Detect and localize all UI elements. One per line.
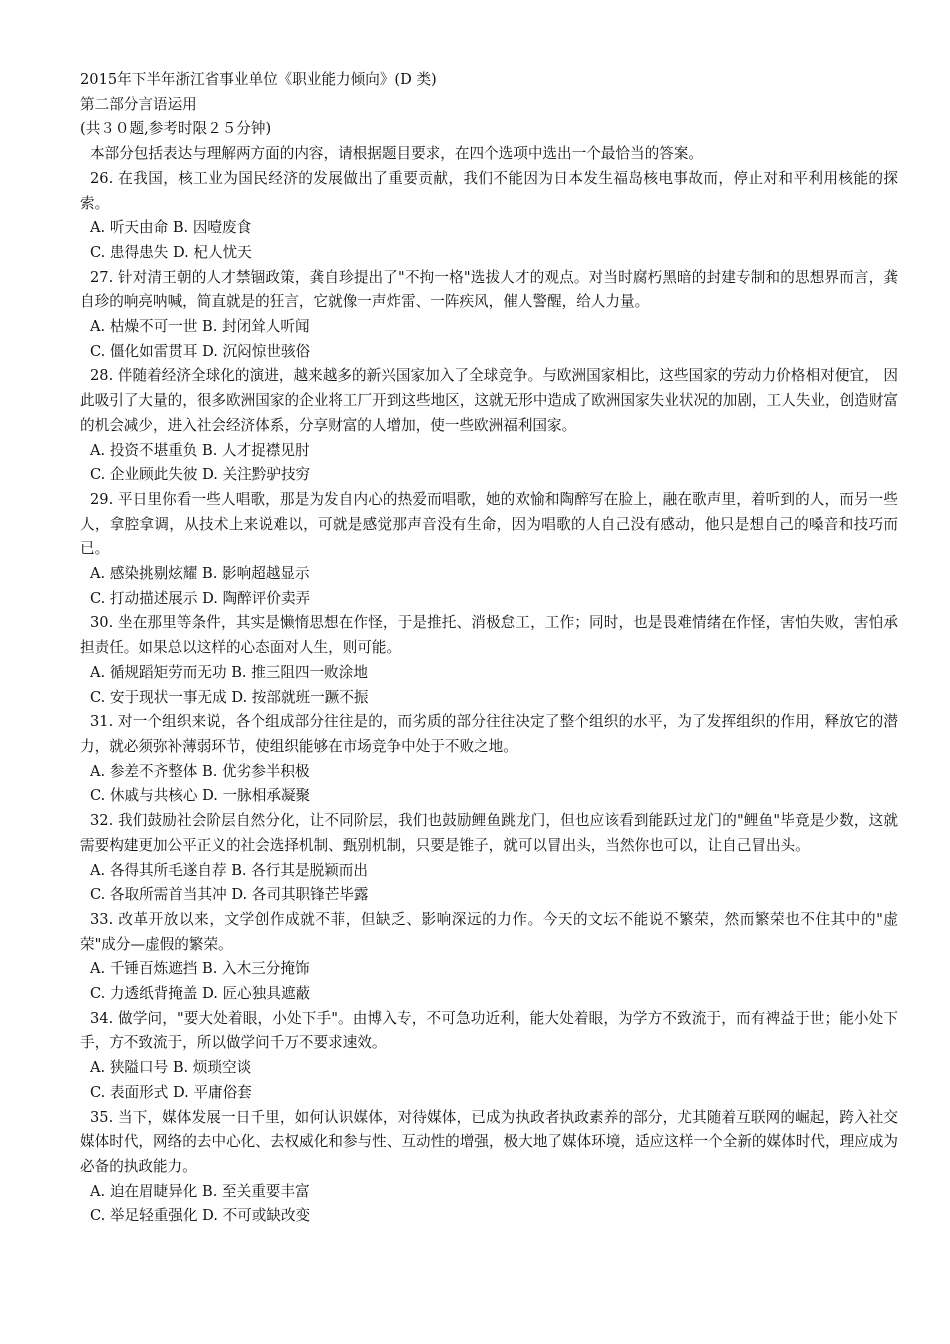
question-item [80, 611, 898, 710]
question-options-cd: C. 各取所需首当其冲 D. 各司其职锋芒毕露 [90, 886, 369, 904]
exam-page [80, 68, 898, 1229]
exam-title: 2015年下半年浙江省事业单位《职业能力倾向》(D 类) [80, 71, 437, 88]
question-options-cd: C. 表面形式 D. 平庸俗套 [90, 1083, 252, 1101]
section-note: (共３０题,参考时限２５分钟) [80, 120, 272, 138]
question-item [80, 1106, 898, 1230]
question-item [80, 908, 898, 1007]
question-options-cd: C. 举足轻重强化 D. 不可或缺改变 [90, 1207, 311, 1225]
question-options-cd: C. 力透纸背掩盖 D. 匠心独具遮蔽 [90, 985, 311, 1003]
question-text: 26. 在我国，核工业为国民经济的发展做出了重要贡献，我们不能因为日本发生福岛核电事故而，停止对和平利用核能的探索。 [80, 169, 898, 212]
question-options-ab: A. 各得其所毛遂自荐 B. 各行其是脱颖而出 [90, 861, 368, 879]
question-item [80, 364, 898, 488]
question-item [80, 266, 898, 365]
question-options-ab: A. 感染挑剔炫耀 B. 影响超越显示 [90, 565, 310, 583]
question-item [80, 167, 898, 266]
question-options-cd: C. 僵化如雷贯耳 D. 沉闷惊世骇俗 [90, 342, 311, 360]
question-text: 35. 当下，媒体发展一日千里，如何认识媒体，对待媒体，已成为执政者执政素养的部分，尤其随着互联网的崛起，跨入社交媒体时代，网络的去中心化、去权威化和参与性、互动性的增强，极大地了媒体环境，适应这样一个全新的媒体时代，理应成为必备的执政能力。 [80, 1108, 898, 1175]
question-item [80, 488, 898, 612]
question-options-ab: A. 千锤百炼遮挡 B. 入木三分掩饰 [90, 960, 310, 978]
section-intro: 本部分包括表达与理解两方面的内容，请根据题目要求，在四个选项中选出一个最恰当的答案。 [90, 145, 703, 163]
question-text: 30. 坐在那里等条件，其实是懒惰思想在作怪，于是推托、消极怠工，工作；同时，也是畏难情绪在作怪，害怕失败，害怕承担责任。如果总以这样的心态面对人生，则可能。 [80, 614, 898, 657]
question-text: 32. 我们鼓励社会阶层自然分化，让不同阶层，我们也鼓励鲤鱼跳龙门，但也应该看到能跃过龙门的"鲤鱼"毕竟是少数，这就需要构建更加公平正义的社会选择机制、甄别机制，只要是锥子，就可以冒出头，当然你也可以，让自己冒出头。 [80, 812, 898, 854]
question-text: 29. 平日里你看一些人唱歌，那是为发自内心的热爱而唱歌，她的欢愉和陶醉写在脸上，融在歌声里，着听到的人，而另一些人，拿腔拿调，从技术上来说难以，可就是感觉那声音没有生命，因为唱歌的人自己没有感动，他只是想自己的嗓音和技巧而已。 [80, 490, 898, 558]
question-item [80, 710, 898, 809]
question-list [80, 167, 898, 1229]
question-options-ab: A. 迫在眉睫异化 B. 至关重要丰富 [90, 1182, 310, 1200]
question-options-cd: C. 休戚与共核心 D. 一脉相承凝聚 [90, 787, 311, 805]
question-options-ab: A. 循规蹈矩劳而无功 B. 推三阻四一败涂地 [90, 663, 368, 681]
question-item [80, 1007, 898, 1106]
question-text: 28. 伴随着经济全球化的演进，越来越多的新兴国家加入了全球竞争。与欧洲国家相比，这些国家的劳动力价格相对便宜， 因此吸引了大量的，很多欧洲国家的企业将工厂开到这些地区，这就无形中造成了欧洲国家失业状况的加剧，工人失业，创造财富的机会减少，进入社会经济体系，分享财富的人增加，使一些欧洲福利国家。 [80, 367, 898, 434]
question-item [80, 809, 898, 908]
question-options-ab: A. 听天由命 B. 因噎废食 [90, 219, 252, 237]
question-options-ab: A. 枯燥不可一世 B. 封闭耸人听闻 [90, 318, 310, 336]
question-text: 27. 针对清王朝的人才禁锢政策，龚自珍提出了"不拘一格"选拔人才的观点。对当时腐朽黑暗的封建专制和的思想界而言，龚自珍的响亮呐喊，简直就是的狂言，它就像一声炸雷、一阵疾风，催人警醒，给人力量。 [80, 268, 898, 311]
question-text: 33. 改革开放以来，文学创作成就不菲，但缺乏、影响深远的力作。今天的文坛不能说不繁荣，然而繁荣也不住其中的"虚荣"成分—虚假的繁荣。 [80, 910, 898, 953]
question-options-cd: C. 患得患失 D. 杞人忧天 [90, 243, 252, 261]
question-text: 31. 对一个组织来说，各个组成部分往往是的，而劣质的部分往往决定了整个组织的水平，为了发挥组织的作用，释放它的潜力，就必须弥补薄弱环节，使组织能够在市场竞争中处于不败之地。 [80, 713, 898, 755]
section-title: 第二部分言语运用 [80, 95, 197, 113]
question-options-ab: A. 狭隘口号 B. 烦琐空谈 [90, 1059, 252, 1077]
question-text: 34. 做学问，"要大处着眼，小处下手"。由博入专，不可急功近利，能大处着眼，为学方不致流于，而有裨益于世；能小处下手，方不致流于，所以做学问千万不要求速效。 [80, 1009, 898, 1052]
question-options-cd: C. 安于现状一事无成 D. 按部就班一蹶不振 [90, 688, 369, 706]
question-options-cd: C. 企业顾此失彼 D. 关注黔驴技穷 [90, 466, 311, 484]
question-options-cd: C. 打动描述展示 D. 陶醉评价卖弄 [90, 589, 311, 607]
question-options-ab: A. 参差不齐整体 B. 优劣参半积极 [90, 762, 310, 780]
question-options-ab: A. 投资不堪重负 B. 人才捉襟见肘 [90, 441, 310, 459]
